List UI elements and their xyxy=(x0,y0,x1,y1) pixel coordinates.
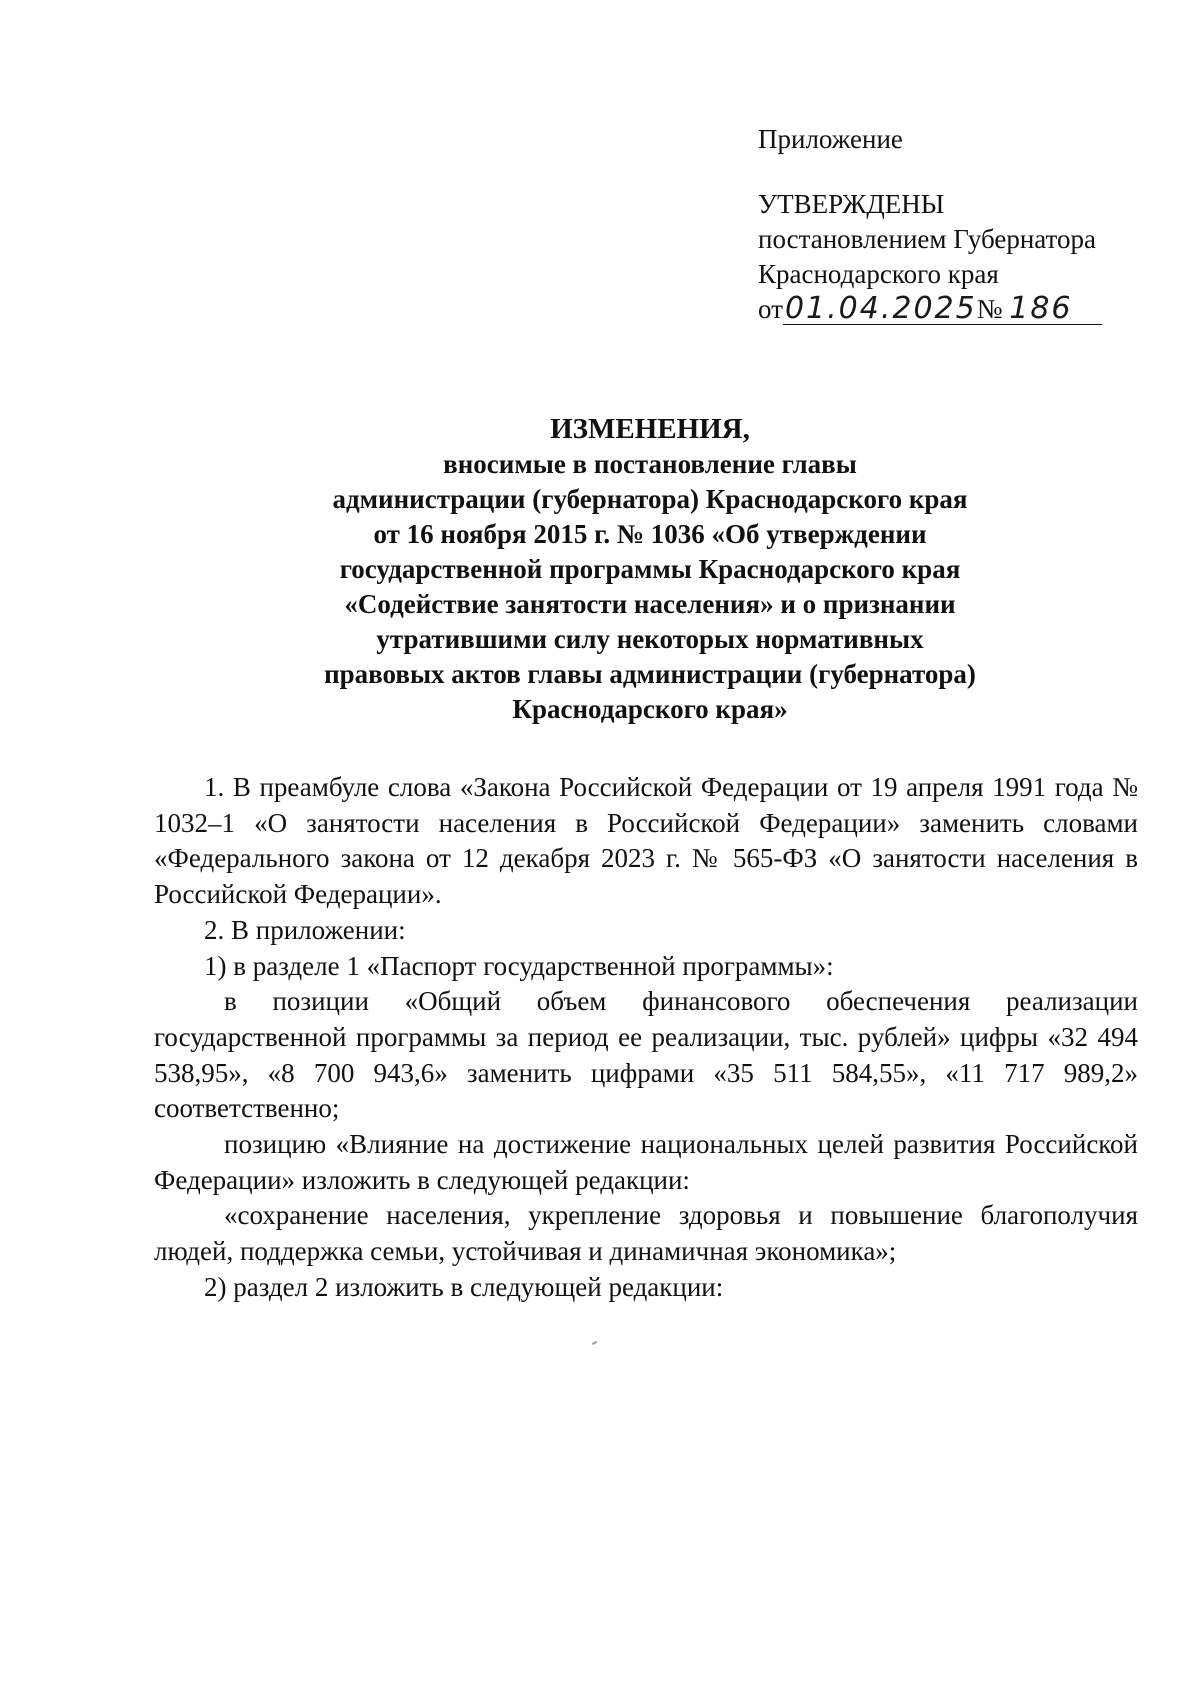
number-prefix: № xyxy=(976,294,1003,324)
approved-region-line: Краснодарского края xyxy=(758,259,999,289)
paragraph-1-preamble: 1. В преамбуле слова «Закона Российской Федерации от 19 апреля 1991 года № 1032–1 «О занятости населения в Российской Федерации» заменить словами «Федерального закона от 12 декабря 2023 г. № 565-ФЗ «О занятости населения в Российской Федерации». xyxy=(154,772,1138,910)
title-line: Краснодарского края» xyxy=(512,694,788,724)
date-prefix: от xyxy=(758,294,783,324)
title-line: администрации (губернатора) Краснодарского края xyxy=(332,484,968,514)
paragraph-influence: позицию «Влияние на достижение национальных целей развития Российской Федерации» изложить в следующей редакции: xyxy=(154,1129,1138,1195)
date-underline xyxy=(783,291,1102,326)
approved-label: УТВЕРЖДЕНЫ xyxy=(758,189,945,219)
approval-date-number-line xyxy=(758,292,1158,327)
handwritten-date: 01.04.2025 xyxy=(784,291,977,326)
title-line: от 16 ноября 2015 г. № 1036 «Об утверждении xyxy=(373,519,927,549)
paragraph-2-appendix: 2. В приложении: xyxy=(204,914,406,945)
title-main: ИЗМЕНЕНИЯ, xyxy=(550,413,750,445)
title-line: правовых актов главы администрации (губернатора) xyxy=(324,659,976,689)
title-line: вносимые в постановление главы xyxy=(443,449,857,479)
title-line: утратившими силу некоторых нормативных xyxy=(376,624,924,654)
paragraph-financing: в позиции «Общий объем финансового обеспечения реализации государственной программы за период ее реализации, тыс. рублей» цифры «32 494 538,95», «8 700 943,6» заменить цифрами «35 511 584,55», «11 717 989,2» соответственно; xyxy=(154,986,1138,1124)
approval-block xyxy=(758,122,1158,327)
handwritten-number: 186 xyxy=(1009,291,1073,326)
scan-mark xyxy=(592,1341,597,1345)
paragraph-new-wording: «сохранение населения, укрепление здоровья и повышение благополучия людей, поддержка семьи, устойчивая и динамичная экономика»; xyxy=(154,1200,1138,1267)
appendix-label: Приложение xyxy=(758,124,903,154)
document-body xyxy=(154,770,1138,1306)
paragraph-section-2: 2) раздел 2 изложить в следующей редакции: xyxy=(204,1271,724,1302)
paragraph-section-1: 1) в разделе 1 «Паспорт государственной программы»: xyxy=(204,950,834,981)
approved-by-line: постановлением Губернатора xyxy=(758,224,1096,254)
document-title xyxy=(250,412,1050,727)
title-line: государственной программы Краснодарского края xyxy=(339,554,961,584)
title-line: «Содействие занятости населения» и о признании xyxy=(344,589,956,619)
